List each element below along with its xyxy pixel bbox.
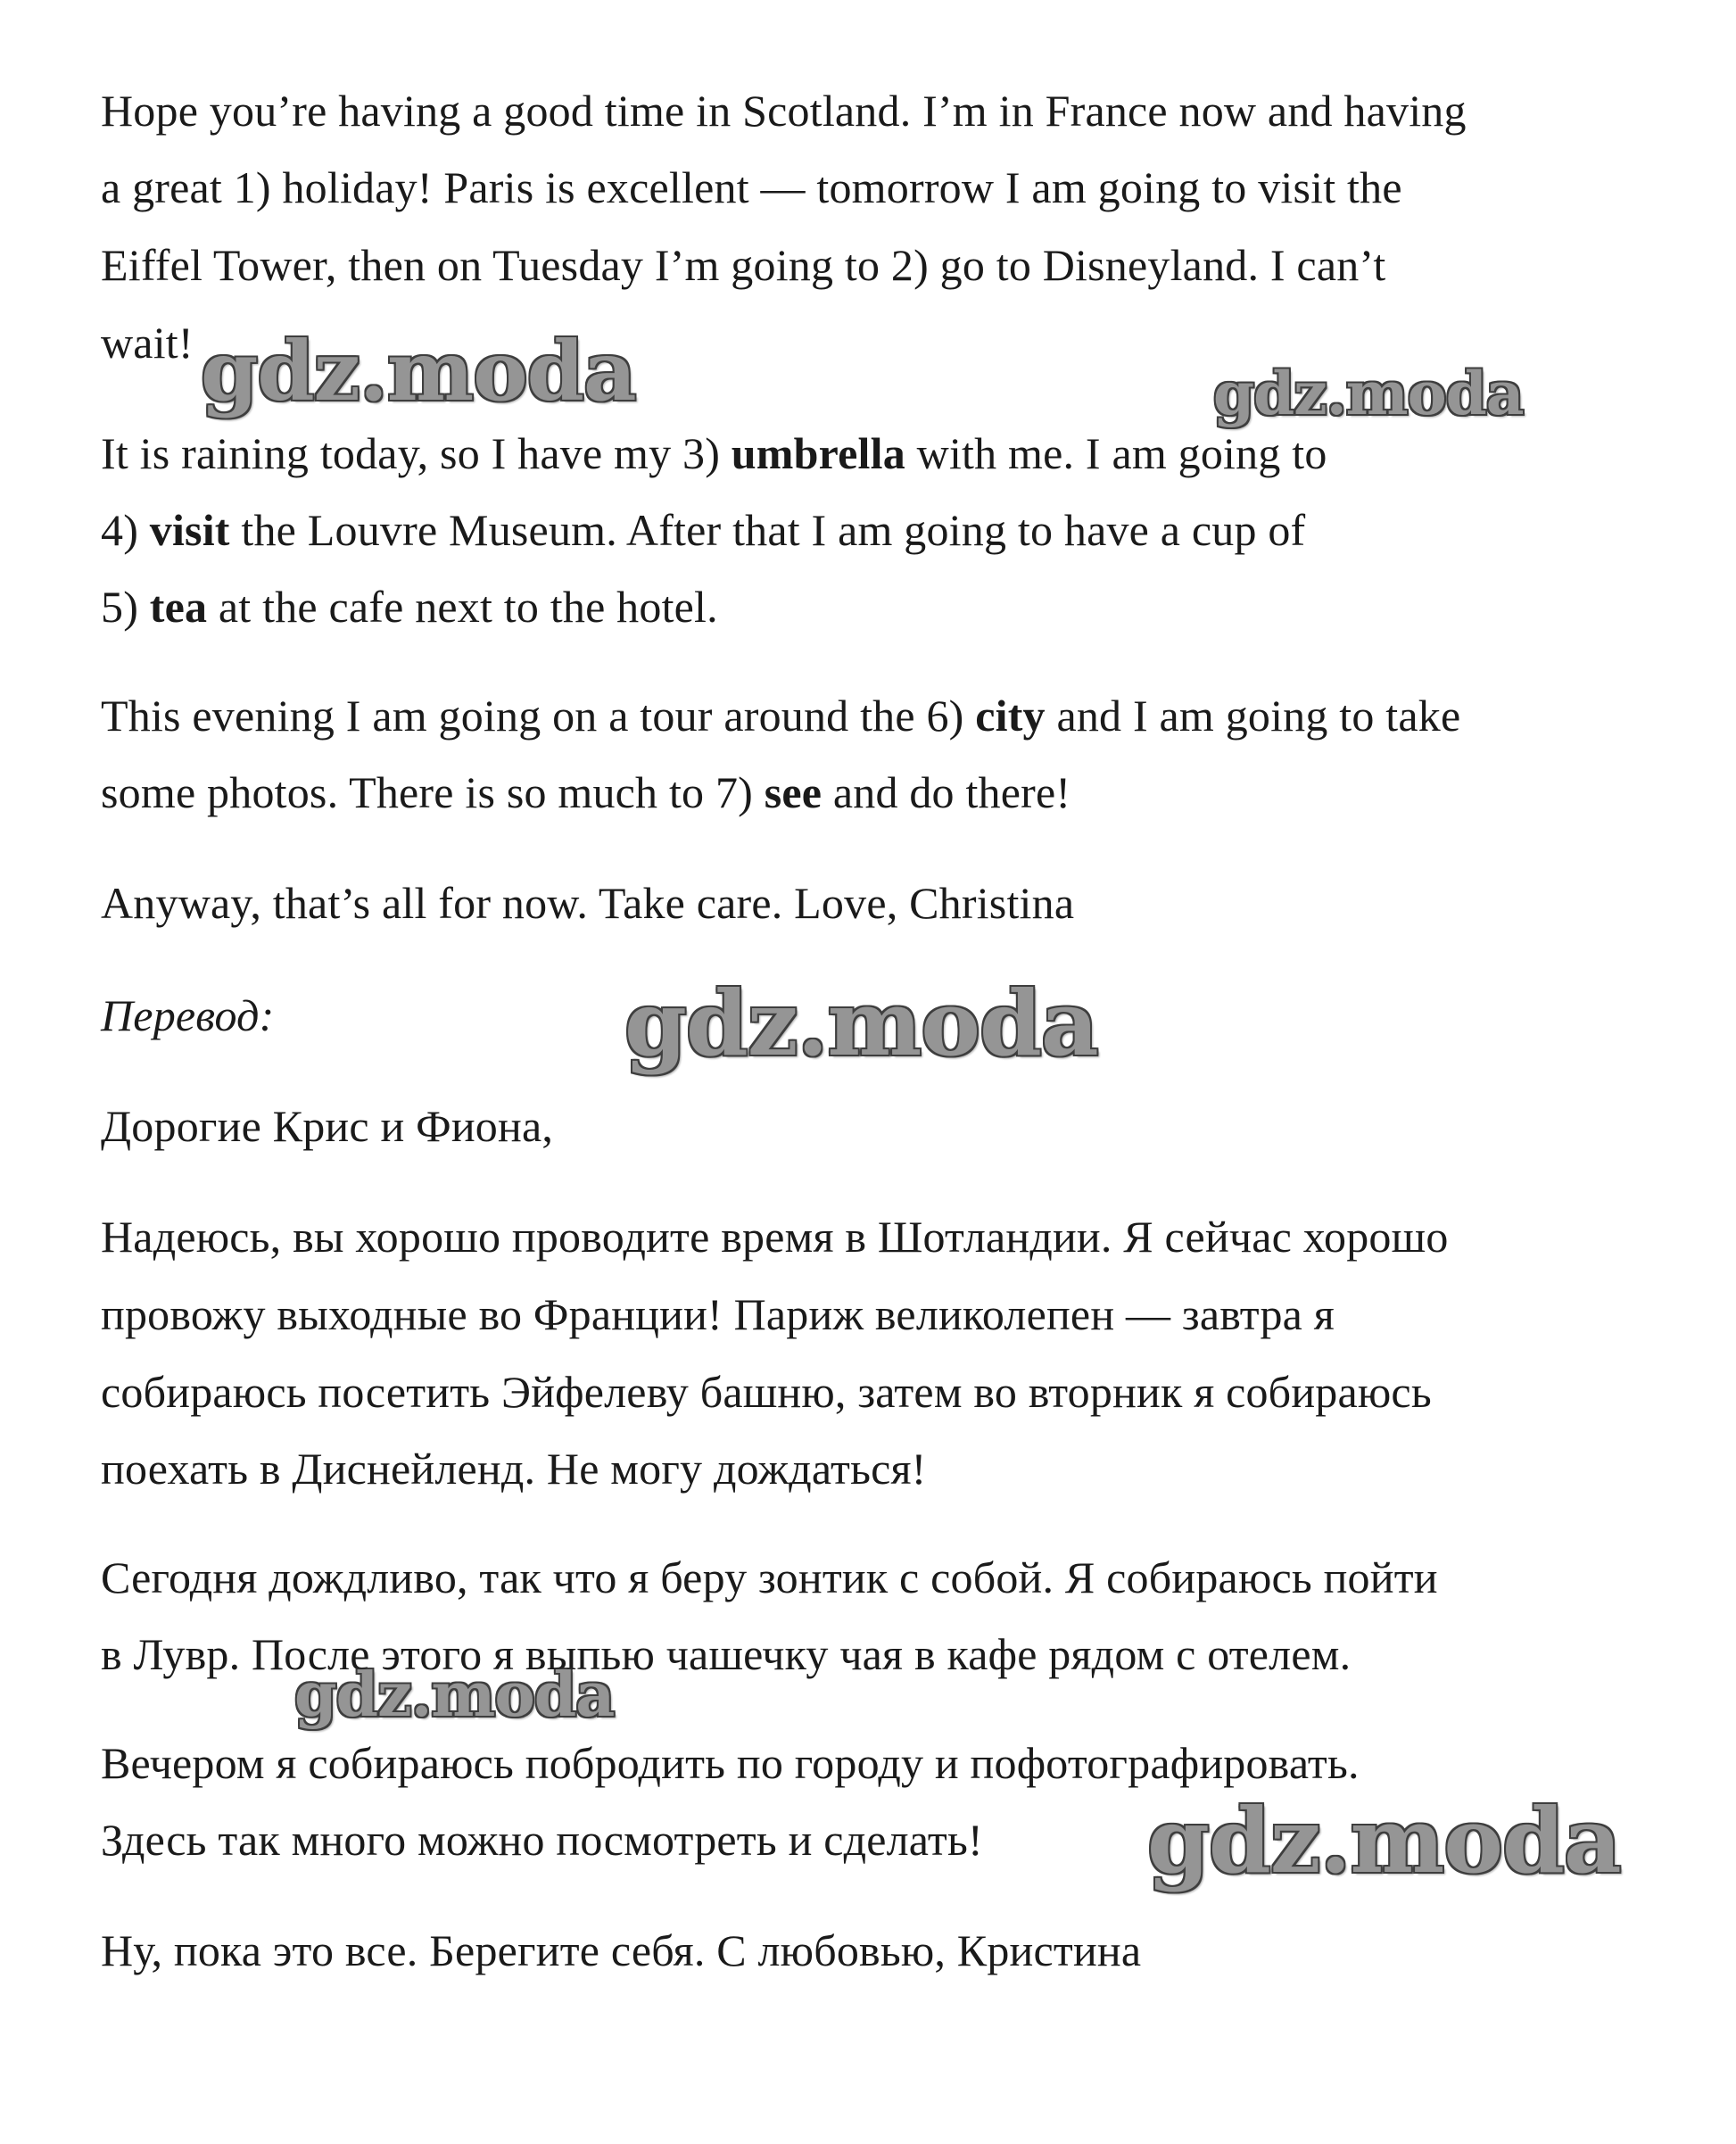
english-p2-line3 [101, 580, 718, 633]
watermark-logo: gdz.moda [294, 1660, 615, 1731]
english-p1-line1: Hope you’re having a good time in Scotland. I’m in France now and having [101, 86, 1467, 136]
russian-p1-line1: Надеюсь, вы хорошо проводите время в Шотландии. Я сейчас хорошо [101, 1212, 1449, 1262]
english-p1-line2: a great 1) holiday! Paris is excellent — tomorrow I am going to visit the [101, 162, 1402, 212]
russian-p4: Ну, пока это все. Берегите себя. С любовью, Кристина [101, 1925, 1142, 1975]
answer-word: visit [149, 505, 230, 555]
text-segment: and do there! [822, 767, 1071, 817]
russian-p3-line2: Здесь так много можно посмотреть и сделать! [101, 1815, 983, 1865]
watermark-logo: gdz.moda [201, 323, 636, 419]
russian-p2-line1: Сегодня дождливо, так что я беру зонтик с собой. Я собираюсь пойти [101, 1552, 1438, 1602]
watermark-logo: gdz.moda [624, 971, 1098, 1076]
text-segment: with me. I am going to [905, 428, 1327, 478]
english-p3-line1 [101, 689, 1460, 742]
russian-p3-line1: Вечером я собираюсь побродить по городу и пофотографировать. [101, 1738, 1360, 1788]
text-segment: some photos. There is so much to 7) [101, 767, 765, 817]
text-segment: 5) [101, 582, 150, 632]
text-segment: It is raining today, so I have my 3) [101, 428, 732, 478]
text-segment: at the cafe next to the hotel. [207, 582, 718, 632]
text-segment: This evening I am going on a tour around the 6) [101, 691, 976, 741]
english-p2-line2 [101, 503, 1305, 557]
text-segment: 4) [101, 505, 150, 555]
english-p1-line3: Eiffel Tower, then on Tuesday I’m going to 2) go to Disneyland. I can’t [101, 240, 1386, 290]
text-segment: and I am going to take [1045, 691, 1461, 741]
translation-label: Перевод: [101, 990, 275, 1040]
text-segment: the Louvre Museum. After that I am going to have a cup of [229, 505, 1306, 555]
watermark-logo: gdz.moda [1213, 359, 1524, 428]
russian-greeting: Дорогие Крис и Фиона, [101, 1101, 554, 1151]
english-p2-line1 [101, 426, 1327, 480]
russian-p2-line2: в Лувр. После этого я выпью чашечку чая в кафе рядом с отелем. [101, 1629, 1352, 1679]
answer-word: tea [149, 582, 208, 632]
english-p1-line4: wait! [101, 318, 194, 368]
russian-p1-line3: собираюсь посетить Эйфелеву башню, затем во вторник я собираюсь [101, 1367, 1432, 1417]
answer-word: see [764, 767, 823, 817]
english-p4: Anyway, that’s all for now. Take care. Love, Christina [101, 878, 1075, 928]
russian-p1-line4: поехать в Диснейленд. Не могу дождаться! [101, 1444, 927, 1494]
watermark-logo: gdz.moda [1147, 1788, 1621, 1893]
answer-word: city [975, 691, 1046, 741]
answer-word: umbrella [731, 428, 905, 478]
russian-p1-line2: провожу выходные во Франции! Париж великолепен — завтра я [101, 1289, 1335, 1339]
english-p3-line2 [101, 766, 1071, 819]
